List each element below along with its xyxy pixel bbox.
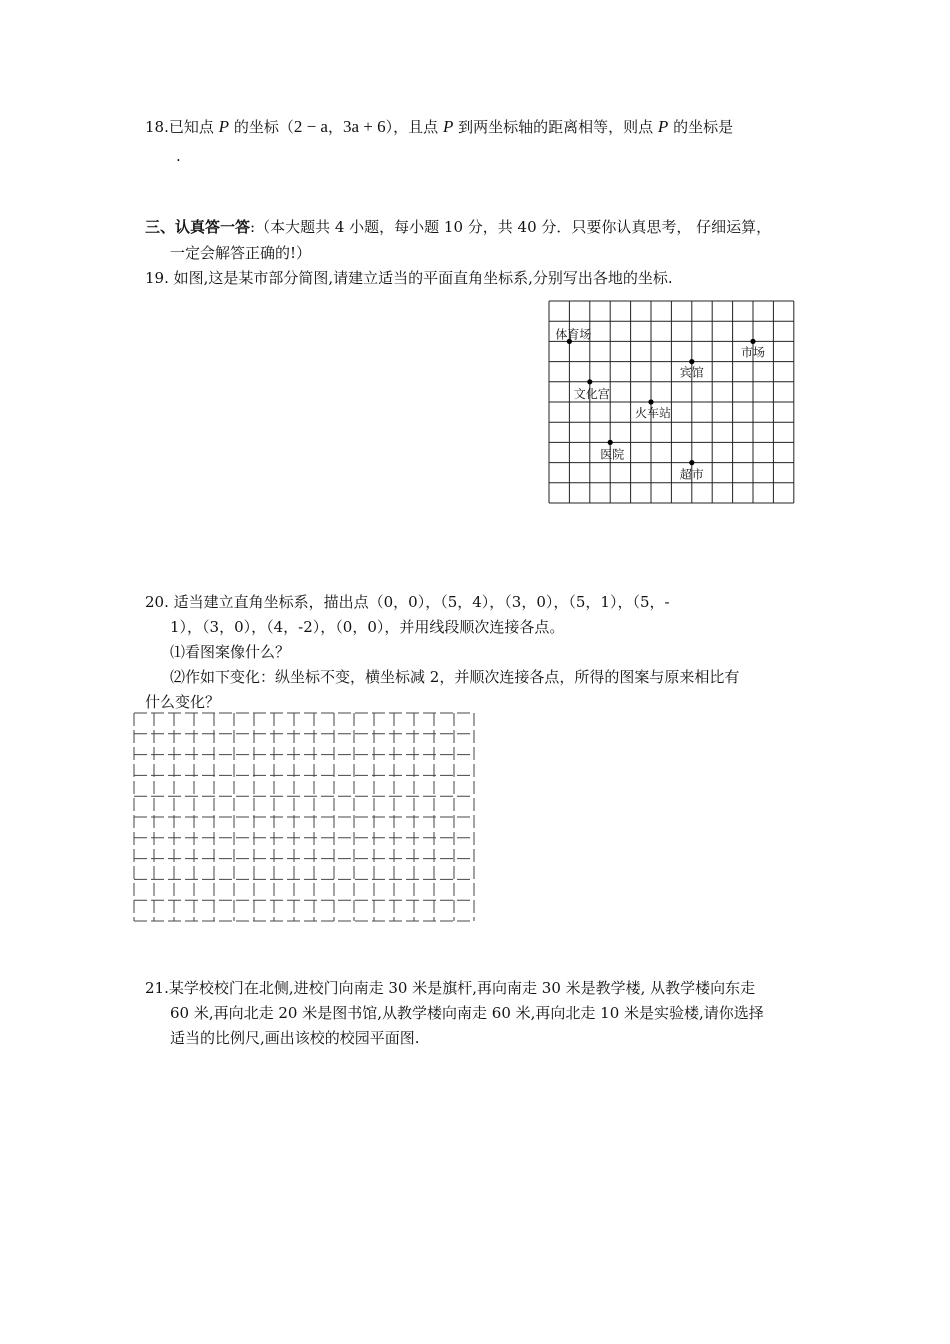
section-3-title: 三、认真答一答 [145,218,251,236]
city-place-label: 宾馆 [679,365,704,380]
city-place-dot [689,359,694,364]
city-place-label: 文化宫 [573,386,610,401]
q18-text-e: 的坐标是 [673,118,734,136]
city-place-dot [648,399,653,404]
question-20-line-2: 1），（3，0），（4，-2），（0，0），并用线段顺次连接各点。 [170,618,565,636]
city-place-label: 市场 [741,345,766,360]
q18-number: 18. [145,118,169,136]
answer-grid-lines [134,713,474,921]
city-place-label: 医院 [600,447,625,462]
city-places [555,326,765,481]
q18-point-p: P [218,117,230,136]
city-place-dot [689,460,694,465]
answer-grid-dashed [130,710,480,925]
q18-text-a: 已知点 [168,118,214,136]
section-3-desc-2: 一定会解答正确的!） [170,244,312,262]
q18-point-p-2: P [442,117,454,136]
question-18 [145,117,733,137]
q18-comma: ， [327,118,343,136]
section-3-heading-line [145,217,771,237]
question-21-line-1: 21.某学校校门在北侧,进校门向南走 30 米是旗杆,再向南走 30 米是教学楼, 从教学楼向东走 [145,979,756,997]
q18-text-d: 到两坐标轴的距离相等，则点 [458,118,654,136]
city-place-label: 超市 [679,467,704,482]
city-place-label: 火车站 [635,406,672,420]
question-20-sub-1: ⑴看图案像什么？ [170,643,291,661]
section-3-desc-1: :（本大题共 4 小题，每小题 10 分，共 40 分．只要你认真思考， 仔细运算， [250,218,772,236]
question-21-line-3: 适当的比例尺,画出该校的校园平面图. [170,1029,420,1047]
question-20-line-1: 20. 适当建立直角坐标系，描出点（0，0），（5，4），（3，0），（5，1），（5，- [145,593,670,611]
question-21-line-2: 60 米,再向北走 20 米是图书馆,从教学楼向南走 60 米,再向北走 10 米是实验楼,请你选择 [170,1004,764,1022]
question-20-sub-2-line-2: 什么变化？ [145,693,221,711]
question-20-sub-2-line-1: ⑵作如下变化：纵坐标不变，横坐标减 2，并顺次连接各点，所得的图案与原来相比有 [170,668,740,686]
question-19: 19. 如图,这是某市部分简图,请建立适当的平面直角坐标系,分别写出各地的坐标. [145,269,673,287]
city-place-dot [750,339,755,344]
q18-coord-y: 3a + 6 [343,117,386,136]
q18-point-p-3: P [657,117,669,136]
q18-coord-x: 2 − a [293,117,328,136]
city-place-label: 体育场 [555,327,592,342]
q18-answer-blank-end: . [176,147,181,165]
city-place-dot [587,379,592,384]
city-map-grid [548,300,798,510]
city-place-dot [608,440,613,445]
q18-text-c: ），且点 [385,118,439,136]
q18-text-b: 的坐标（ [233,118,294,136]
